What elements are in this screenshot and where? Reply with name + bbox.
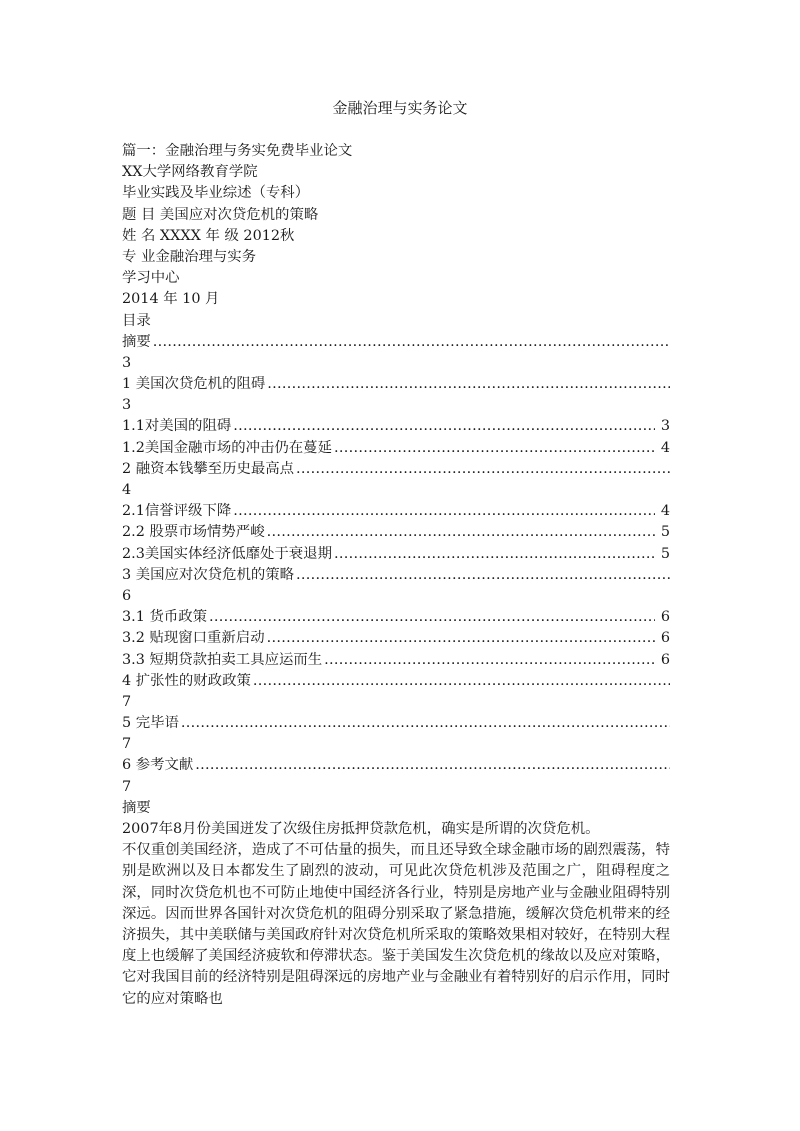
document-type: 毕业实践及毕业综述（专科） (122, 185, 310, 202)
toc-entry-title: 3.2 贴现窗口重新启动 (122, 630, 265, 647)
toc-entry (122, 544, 670, 565)
toc-entry (122, 565, 670, 586)
study-center: 学习中心 (122, 270, 180, 287)
toc-leader-dots (195, 755, 670, 776)
toc-leader-dots (253, 671, 670, 692)
toc-entry-title: 3 美国应对次贷危机的策略 (122, 566, 295, 583)
toc-heading: 目录 (122, 312, 151, 329)
toc-entry-page: 6 (660, 651, 670, 668)
toc-entry-title: 5 完毕语 (122, 715, 179, 732)
toc-entry-page: 3 (660, 418, 670, 435)
toc-entry (122, 438, 670, 459)
toc-leader-dots (153, 332, 670, 353)
toc-entry (122, 607, 670, 628)
toc-entry (122, 755, 670, 776)
toc-leader-dots (209, 607, 655, 628)
toc-entry-page-line (122, 586, 670, 607)
toc-leader-dots (267, 522, 655, 543)
abstract-first-line: 2007年8月份美国迸发了次级住房抵押贷款危机，确实是所谓的次贷危机。 (122, 821, 600, 837)
toc-leader-dots (267, 374, 670, 395)
table-of-contents (122, 332, 670, 798)
toc-leader-dots (296, 459, 670, 480)
toc-leader-dots (181, 713, 670, 734)
toc-entry (122, 416, 670, 437)
toc-entry (122, 628, 670, 649)
toc-leader-dots (233, 416, 655, 437)
toc-leader-dots (324, 650, 655, 671)
toc-entry-page-line (122, 395, 670, 416)
toc-entry-page: 5 (660, 545, 670, 562)
toc-entry (122, 374, 670, 395)
toc-entry-page: 7 (122, 693, 132, 710)
toc-leader-dots (267, 628, 655, 649)
school-name: XX大学网络教育学院 (122, 164, 258, 181)
toc-leader-dots (334, 438, 655, 459)
toc-entry-title: 1.2美国金融市场的冲击仍在蔓延 (122, 439, 332, 456)
date: 2014 年 10 月 (122, 291, 220, 308)
toc-entry-page: 6 (122, 587, 132, 604)
toc-leader-dots (334, 544, 655, 565)
toc-entry-title: 摘要 (122, 333, 151, 350)
toc-entry (122, 332, 670, 353)
toc-entry-title: 3.1 货币政策 (122, 609, 208, 626)
toc-entry (122, 713, 670, 734)
major: 专 业金融治理与实务 (122, 248, 257, 265)
toc-entry-title: 4 扩张性的财政政策 (122, 672, 251, 689)
toc-entry-page: 5 (660, 524, 670, 541)
toc-entry-title: 2.1信誉评级下降 (122, 503, 232, 520)
toc-entry-page: 3 (122, 397, 132, 414)
toc-entry-title: 2.2 股票市场情势严峻 (122, 524, 265, 541)
toc-entry (122, 459, 670, 480)
author-grade: 姓 名 XXXX 年 级 2012秋 (122, 227, 295, 244)
essay-heading: 篇一：金融治理与务实免费毕业论文 (122, 143, 353, 159)
abstract-body: 不仅重创美国经济，造成了不可估量的损失，而且还导致全球金融市场的剧烈震荡，特别是欧洲以及日本都发生了剧烈的波动，可见此次贷危机涉及范围之广，阻碍程度之深，同时次贷危机也不可防止地使中国经济各行业，特别是房地产业与金融业阻碍特别深远。因而世界各国针对次贷危机的阻碍分别采取了紧急措施，缓解次贷危机带来的经济损失，其中美联储与美国政府针对次贷危机所采取的策略效果相对较好，在特别大程度上也缓解了美国经济疲软和停滞状态。鉴于美国发生次贷危机的缘故以及应对策略，它对我国目前的经济特别是阻碍深远的房地产业与金融业有着特别好的启示作用，同时它的应对策略也 (122, 842, 670, 1007)
toc-entry-page-line (122, 692, 670, 713)
toc-entry (122, 501, 670, 522)
toc-entry-page: 7 (122, 736, 132, 753)
toc-leader-dots (233, 501, 655, 522)
toc-entry (122, 522, 670, 543)
toc-entry-title: 1.1对美国的阻碍 (122, 418, 232, 435)
toc-entry-title: 1 美国次贷危机的阻碍 (122, 376, 266, 393)
toc-entry-page-line (122, 734, 670, 755)
toc-entry-page: 7 (122, 778, 132, 795)
toc-entry-page: 4 (122, 482, 132, 498)
toc-entry-page: 4 (660, 439, 670, 456)
toc-entry-title: 2.3美国实体经济低靡处于衰退期 (122, 545, 332, 562)
toc-entry-page: 3 (122, 354, 132, 371)
toc-entry (122, 650, 670, 671)
toc-entry-title: 3.3 短期贷款拍卖工具应运而生 (122, 651, 323, 668)
toc-entry-page-line (122, 353, 670, 374)
toc-entry-title: 6 参考文献 (122, 757, 194, 774)
document-body (122, 141, 670, 1010)
toc-entry-page: 6 (660, 609, 670, 626)
toc-entry-title: 2 融资本钱攀至历史最高点 (122, 460, 295, 477)
toc-entry-page: 6 (660, 630, 670, 647)
abstract-heading: 摘要 (122, 799, 151, 816)
toc-leader-dots (296, 565, 670, 586)
page-title: 金融治理与实务论文 (332, 99, 468, 117)
header-block (122, 141, 670, 332)
toc-entry-page: 4 (660, 503, 670, 520)
toc-entry (122, 671, 670, 692)
thesis-topic: 题 目 美国应对次贷危机的策略 (122, 206, 319, 223)
toc-entry-page-line (122, 480, 670, 501)
toc-entry-page-line (122, 777, 670, 798)
